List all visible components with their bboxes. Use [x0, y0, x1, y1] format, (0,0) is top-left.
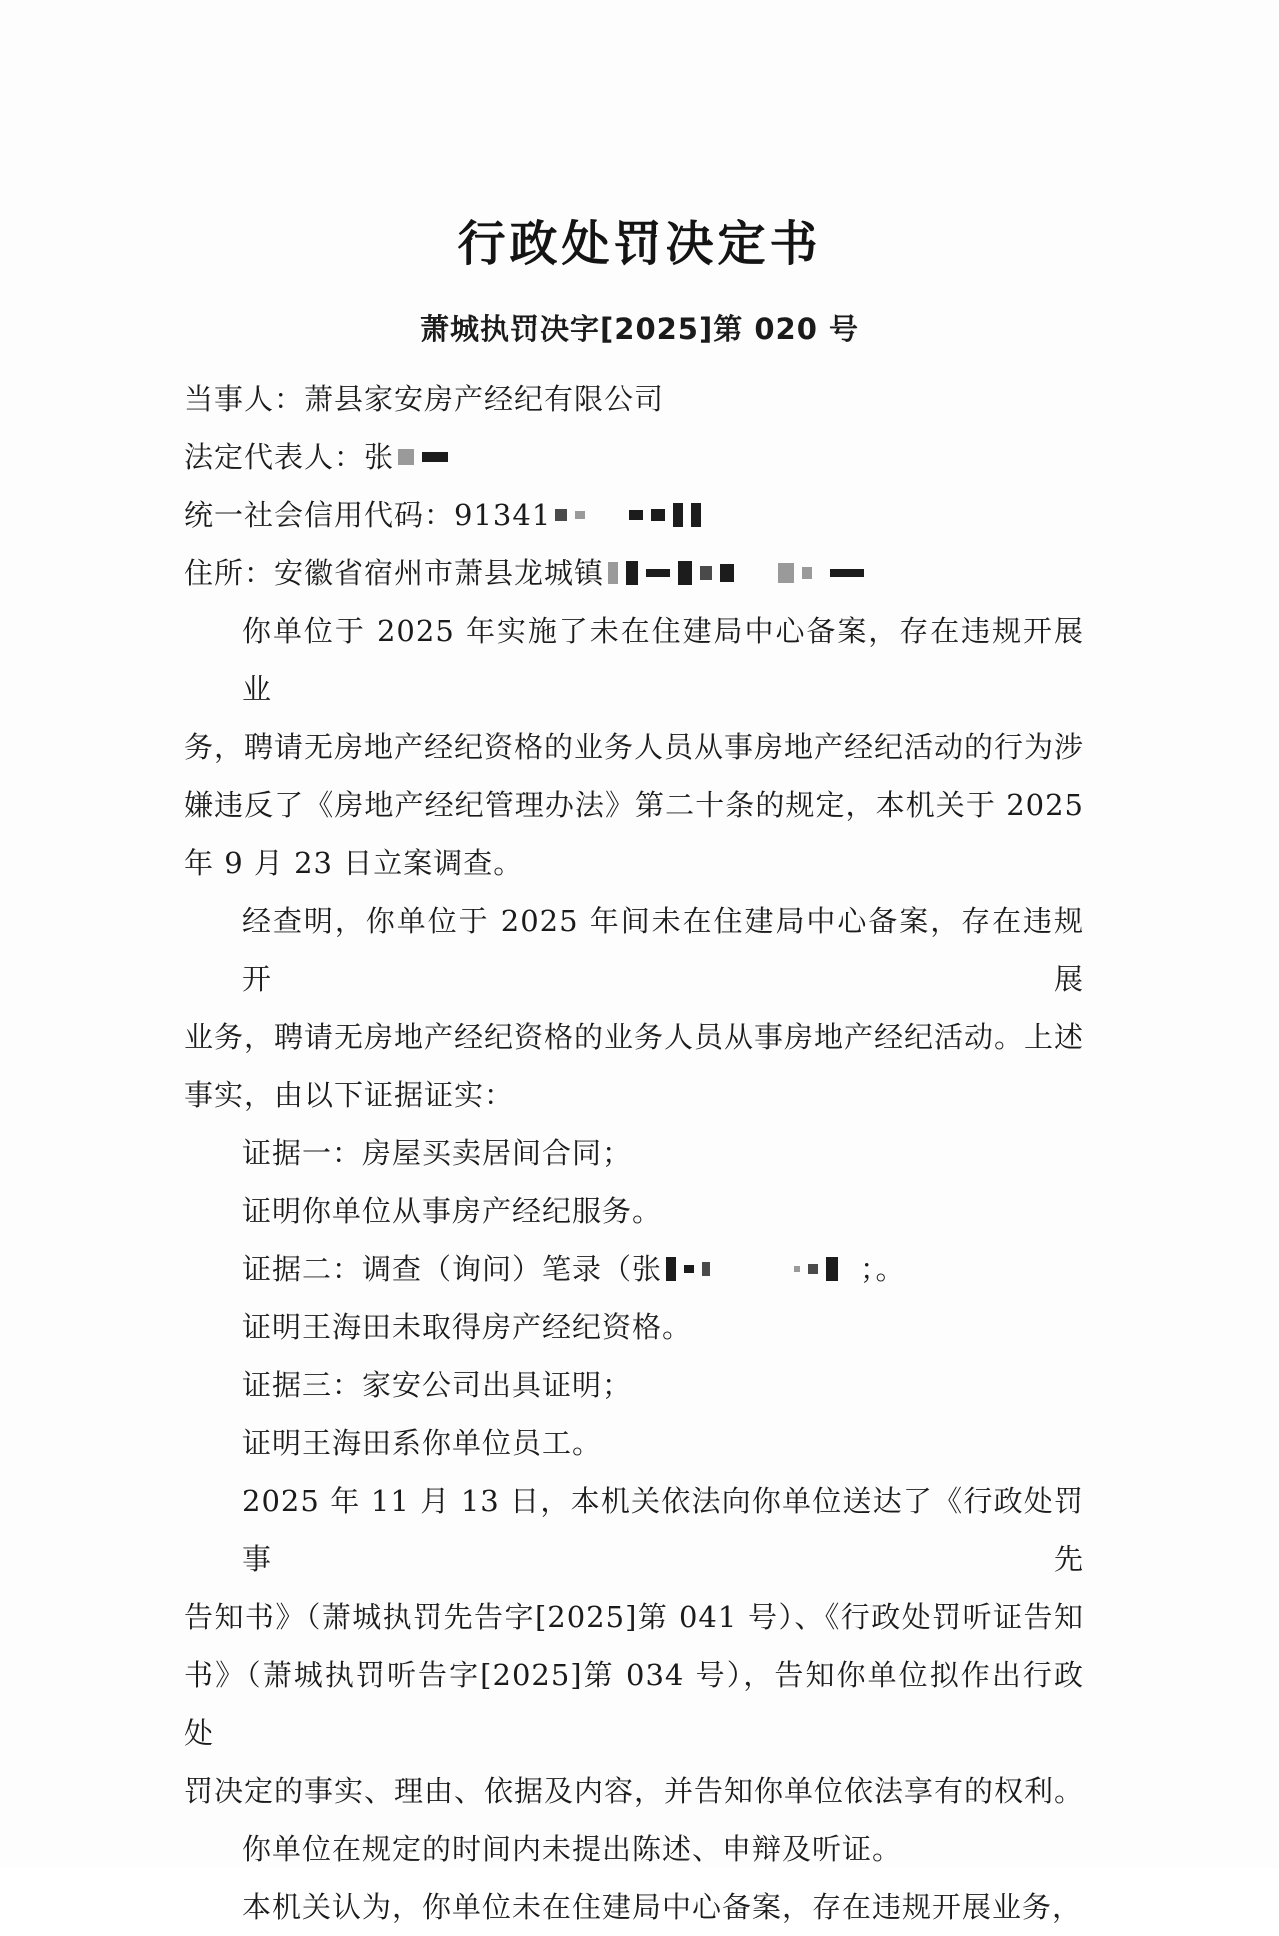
paragraph-filing [184, 602, 1084, 892]
paragraph-line: 罚决定的事实、理由、依据及内容，并告知你单位依法享有的权利。 [184, 1774, 1085, 1808]
redaction-mark [778, 563, 794, 583]
paragraph-line: 嫌违反了《房地产经纪管理办法》第二十条的规定，本机关于 2025 [184, 788, 1084, 822]
redaction-mark [794, 1266, 800, 1272]
redaction-mark [608, 562, 618, 584]
paragraph-line: 务，聘请无房地产经纪资格的业务人员从事房地产经纪活动的行为涉 [184, 730, 1085, 764]
credit-value: 91341 [454, 498, 552, 532]
redaction-mark [651, 509, 665, 521]
rep-value: 张 [364, 440, 395, 474]
evidence-1: 证据一：房屋买卖居间合同； [242, 1136, 633, 1170]
paragraph-no-statement: 你单位在规定的时间内未提出陈述、申辩及听证。 [242, 1832, 903, 1866]
redaction-mark [673, 503, 683, 527]
redaction-mark [678, 561, 692, 585]
redaction-mark [646, 569, 670, 577]
document-body [184, 370, 1084, 1936]
paragraph-line: 2025 年 11 月 13 日，本机关依法向你单位送达了《行政处罚事先 [242, 1484, 1084, 1576]
evidence-2-note: 证明王海田未取得房产经纪资格。 [242, 1310, 693, 1344]
paragraph-line: 经查明，你单位于 2025 年间未在住建局中心备案，存在违规开展 [242, 904, 1084, 996]
redaction-mark [398, 449, 414, 465]
legal-representative-line [184, 428, 1084, 486]
evidence-1-note: 证明你单位从事房产经纪服务。 [242, 1194, 663, 1228]
redaction-mark [720, 564, 734, 582]
address-label: 住所： [184, 556, 275, 590]
document-title: 行政处罚决定书 [457, 216, 822, 272]
redaction-mark [684, 1265, 694, 1273]
paragraph-line: 年 9 月 23 日立案调查。 [184, 846, 524, 880]
redaction-mark [702, 1262, 710, 1276]
party-line [184, 370, 1084, 428]
redaction-mark [629, 510, 643, 520]
redaction-mark [700, 566, 712, 580]
redaction-mark [626, 561, 638, 585]
redaction-mark [826, 1257, 838, 1281]
redaction-mark [808, 1264, 818, 1274]
evidence-3-note: 证明王海田系你单位员工。 [242, 1426, 603, 1460]
paragraph-line: 书》（萧城执罚听告字[2025]第 034 号），告知你单位拟作出行政处 [184, 1658, 1084, 1750]
document-number: 萧城执罚决字[2025]第 020 号 [420, 312, 859, 346]
redaction-mark [666, 1257, 676, 1281]
paragraph-line: 你单位于 2025 年实施了未在住建局中心备案，存在违规开展业 [242, 614, 1084, 706]
paragraph-line: 告知书》（萧城执罚先告字[2025]第 041 号）、《行政处罚听证告知 [184, 1600, 1084, 1634]
address-value: 安徽省宿州市萧县龙城镇 [274, 556, 605, 590]
redaction-mark [555, 509, 567, 521]
paragraph-line: 事实，由以下证据证实： [184, 1078, 515, 1112]
credit-code-line [184, 486, 1084, 544]
evidence-2-prefix: 证据二：调查（询问）笔录（张 [242, 1252, 663, 1286]
evidence-2-suffix: ；。 [860, 1252, 906, 1286]
redaction-mark [830, 569, 864, 577]
redaction-mark [422, 452, 448, 462]
paragraph-notice [184, 1472, 1084, 1820]
party-value: 萧县家安房产经纪有限公司 [304, 382, 665, 416]
paragraph-conclusion: 本机关认为，你单位未在住建局中心备案，存在违规开展业务， [242, 1890, 1083, 1924]
rep-label: 法定代表人： [184, 440, 365, 474]
paragraph-findings [184, 892, 1084, 1124]
redaction-mark [802, 567, 812, 579]
party-label: 当事人： [184, 382, 305, 416]
evidence-2 [184, 1240, 1084, 1298]
paragraph-line: 业务，聘请无房地产经纪资格的业务人员从事房地产经纪活动。上述 [184, 1020, 1085, 1054]
address-line [184, 544, 1084, 602]
evidence-3: 证据三：家安公司出具证明； [242, 1368, 633, 1402]
redaction-mark [575, 511, 585, 519]
credit-label: 统一社会信用代码： [184, 498, 455, 532]
redaction-mark [691, 503, 701, 527]
